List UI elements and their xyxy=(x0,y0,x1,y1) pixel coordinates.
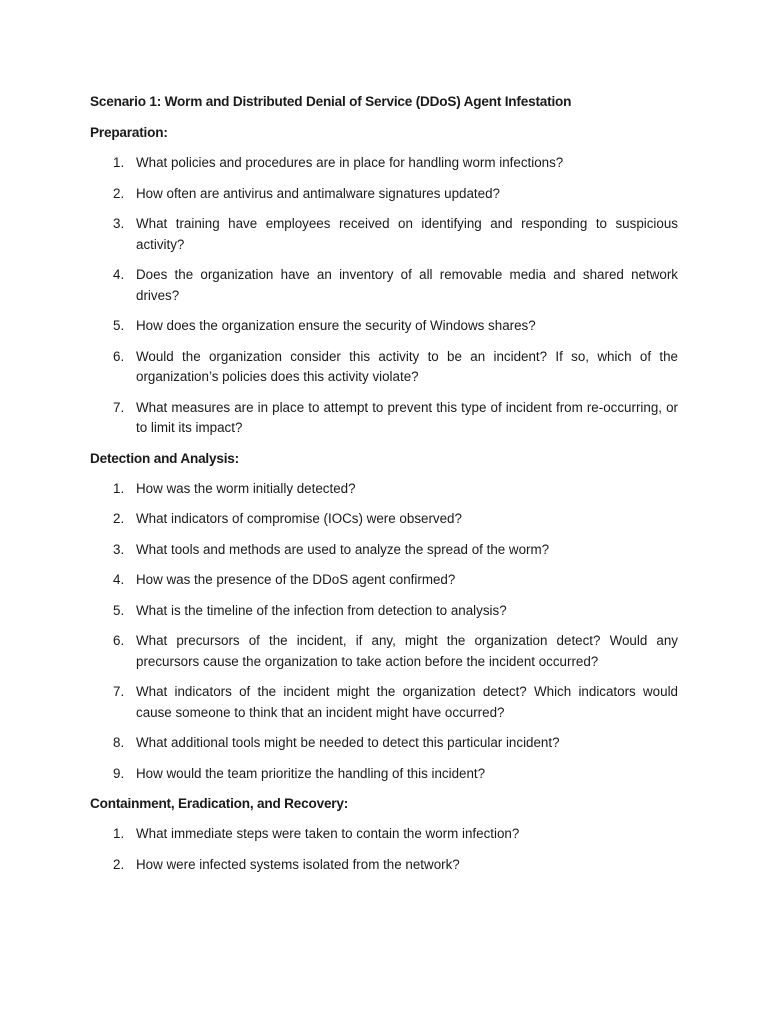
list-item-text: How were infected systems isolated from the network? xyxy=(136,856,460,872)
list-item-text: How does the organization ensure the security of Windows shares? xyxy=(136,318,536,333)
list-item-number: 8. xyxy=(113,735,125,750)
list-item-text: What tools and methods are used to analyze the spread of the worm? xyxy=(136,541,550,557)
list-item-text: How was the presence of the DDoS agent confirmed? xyxy=(136,572,456,587)
list-item xyxy=(90,682,678,723)
section-heading: Preparation: xyxy=(90,125,168,140)
list-item-number: 6. xyxy=(113,633,125,648)
list-item-number: 7. xyxy=(113,399,125,415)
list-item xyxy=(90,733,678,754)
list-item xyxy=(90,479,678,500)
list-item-text: What indicators of compromise (IOCs) were observed? xyxy=(136,511,462,526)
list-item xyxy=(90,764,678,785)
list-item-number: 1. xyxy=(113,155,125,170)
list-item xyxy=(90,347,678,388)
document-body xyxy=(90,123,678,875)
list-item xyxy=(90,153,678,174)
list-item xyxy=(90,316,678,337)
document-page xyxy=(90,92,678,885)
list-item-number: 6. xyxy=(113,348,125,364)
list-item-text: What precursors of the incident, if any, might the organization detect? Would any precursors cause the organization to take action before the incident occurred? xyxy=(136,633,678,669)
list-item xyxy=(90,398,678,439)
section-heading: Containment, Eradication, and Recovery: xyxy=(90,796,349,811)
list-item-text: What indicators of the incident might the organization detect? Which indicators would cause someone to think that an incident might have occurred? xyxy=(136,684,678,720)
question-list xyxy=(90,824,678,875)
list-item-number: 7. xyxy=(113,684,125,699)
list-item-number: 2. xyxy=(113,185,125,201)
list-item xyxy=(90,855,678,876)
list-item xyxy=(90,540,678,561)
list-item-number: 3. xyxy=(113,541,125,557)
list-item-number: 1. xyxy=(113,826,125,841)
list-item-text: Would the organization consider this activity to be an incident? If so, which of the organization’s policies does this activity violate? xyxy=(136,348,678,384)
list-item-text: How was the worm initially detected? xyxy=(136,480,356,496)
question-list xyxy=(90,479,678,785)
list-item-number: 5. xyxy=(113,318,125,333)
list-item xyxy=(90,184,678,205)
list-item-text: What policies and procedures are in place for handling worm infections? xyxy=(136,155,564,170)
list-item-text: What additional tools might be needed to detect this particular incident? xyxy=(136,735,560,750)
list-item-number: 2. xyxy=(113,511,125,526)
list-item-text: How would the team prioritize the handling of this incident? xyxy=(136,765,486,781)
list-item-number: 5. xyxy=(113,602,125,618)
list-item-number: 2. xyxy=(113,856,125,872)
list-item-number: 1. xyxy=(113,480,125,496)
list-item-number: 4. xyxy=(113,572,125,587)
list-item-text: Does the organization have an inventory of all removable media and shared network drives? xyxy=(136,267,678,303)
list-item-text: What immediate steps were taken to contain the worm infection? xyxy=(136,826,520,841)
list-item xyxy=(90,265,678,306)
list-item-text: What measures are in place to attempt to prevent this type of incident from re-occurring, or to limit its impact? xyxy=(136,399,678,435)
list-item xyxy=(90,509,678,530)
list-item-text: What is the timeline of the infection from detection to analysis? xyxy=(136,602,507,618)
list-item xyxy=(90,824,678,845)
list-item-number: 9. xyxy=(113,765,125,781)
list-item xyxy=(90,601,678,622)
section-heading: Detection and Analysis: xyxy=(90,450,239,466)
list-item-number: 4. xyxy=(113,267,125,282)
list-item xyxy=(90,631,678,672)
document-title: Scenario 1: Worm and Distributed Denial of Service (DDoS) Agent Infestation xyxy=(90,94,572,109)
list-item xyxy=(90,570,678,591)
question-list xyxy=(90,153,678,439)
list-item-text: How often are antivirus and antimalware signatures updated? xyxy=(136,185,500,201)
list-item-text: What training have employees received on identifying and responding to suspicious activity? xyxy=(136,216,678,252)
list-item-number: 3. xyxy=(113,216,125,231)
list-item xyxy=(90,214,678,255)
